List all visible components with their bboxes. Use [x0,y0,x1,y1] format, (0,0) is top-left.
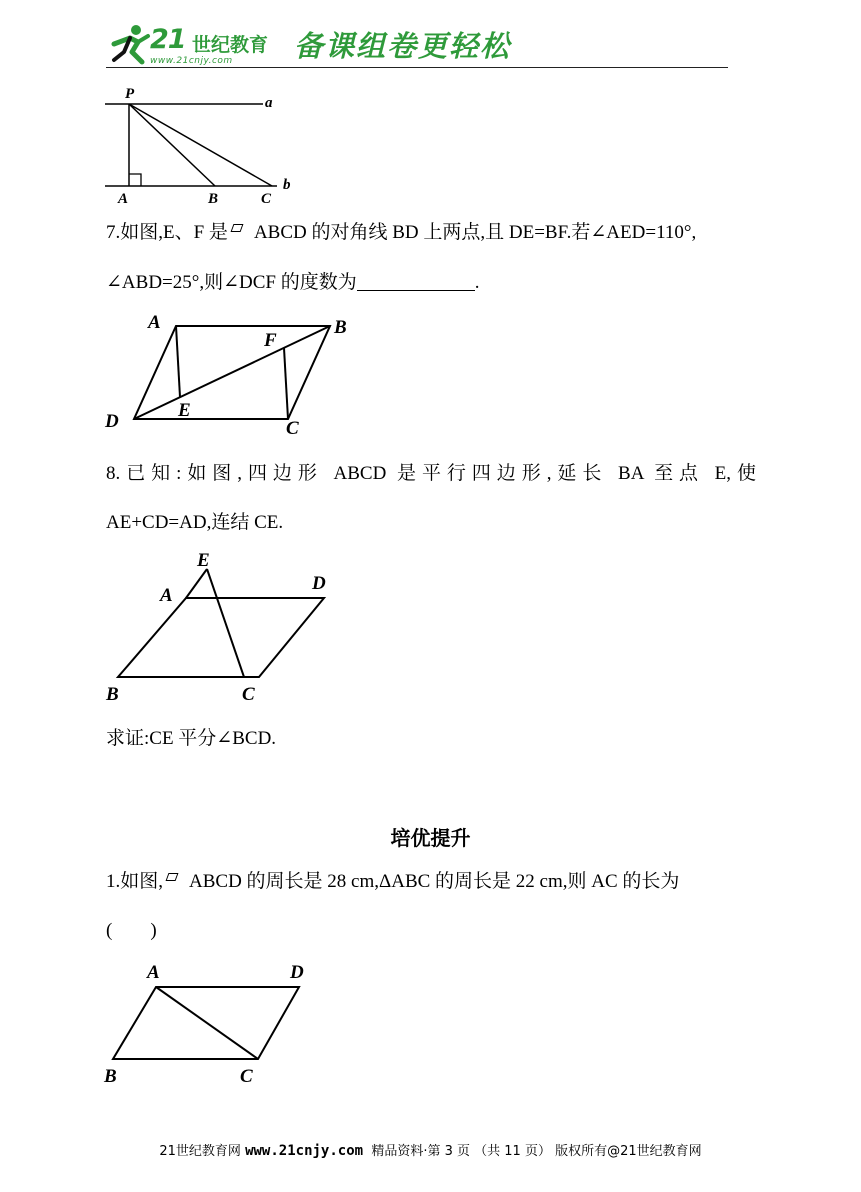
q7-line1-end: ABCD 的对角线 BD 上两点,且 DE=BF.若∠AED=110°, [253,222,697,243]
q8-line2: AE+CD=AD,连结 CE. [106,512,284,533]
label-B: B [208,191,219,207]
label-a: a [265,95,273,111]
footer-left: 21世纪教育网 [159,1144,246,1159]
p1-answer-bracket: ( ) [106,920,157,941]
label-D: D [105,411,119,432]
label-A: A [148,312,161,333]
label-b: b [283,177,291,193]
label-B: B [104,1066,117,1087]
q8-prove: 求证:CE 平分∠BCD. [106,728,277,749]
figure-perpendicular-lines [100,82,310,207]
label-A: A [160,585,173,606]
p1-line1-start: 1.如图, [106,871,164,892]
header-slogan: 备课组卷更轻松 [294,29,512,63]
label-D: D [312,573,326,594]
label-F: F [264,330,277,351]
q8-line1: 8.已知:如图,四边形 ABCD 是平行四边形,延长 BA 至点 E,使 [106,463,756,484]
label-P: P [125,86,135,102]
figure-q7-parallelogram [100,308,360,438]
q7-line1-start: 7.如图,E、F 是 [106,222,228,243]
label-D: D [290,962,304,983]
header-divider [106,67,728,68]
p1-line1 [106,870,679,894]
logo-number: 21 [150,24,186,55]
label-C: C [240,1066,253,1087]
logo-name: 世纪教育 [192,34,269,56]
label-A: A [147,962,160,983]
answer-blank [357,272,475,291]
label-B: B [334,317,347,338]
label-A: A [118,191,129,207]
q7-line1 [106,221,696,245]
page-footer [0,1140,861,1159]
parallelogram-symbol-icon [230,224,243,232]
runner-logo-icon [108,22,152,68]
figure-p1-parallelogram [100,956,320,1090]
parallelogram-symbol-icon [166,873,179,881]
label-E: E [178,400,191,421]
label-B: B [106,684,119,705]
q7-line2-text: ∠ABD=25°,则∠DCF 的度数为 [106,272,357,293]
label-C: C [261,191,272,207]
footer-right: 精品资料·第 3 页 （共 11 页） 版权所有@21世纪教育网 [363,1144,702,1159]
q7-line2-period: . [474,272,480,293]
label-C: C [286,418,299,438]
footer-link[interactable]: www.21cnjy.com [245,1143,364,1159]
q7-line2 [106,271,479,295]
p1-line1-end: ABCD 的周长是 28 cm,ΔABC 的周长是 22 cm,则 AC 的长为 [189,871,680,892]
label-E: E [197,550,210,571]
logo-url: www.21cnjy.com [150,56,233,66]
label-C: C [242,684,255,705]
figure-q8-parallelogram [100,546,340,708]
section-title: 培优提升 [390,826,471,850]
